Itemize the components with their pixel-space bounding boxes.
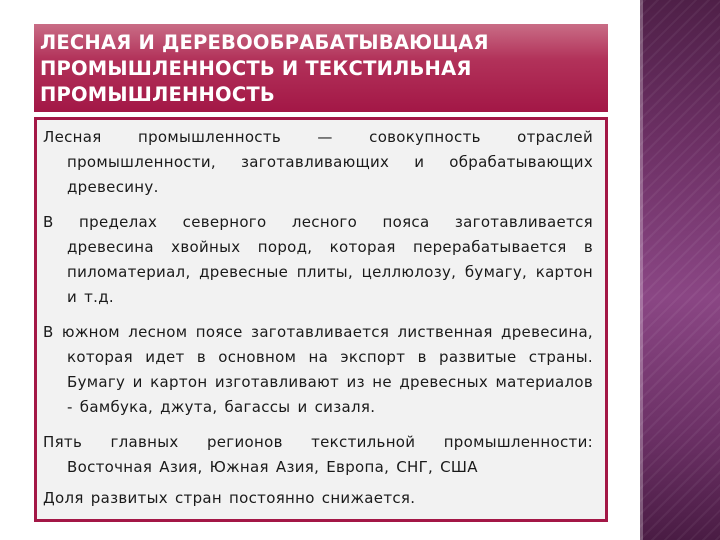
paragraph-forest-industry-definition: Лесная промышленность — совокупность отраслей промышленности, заготавливающих и обрабатывающих древесину. bbox=[43, 128, 593, 196]
paragraph-northern-forest-belt: В пределах северного лесного пояса заготавливается древесина хвойных пород, которая перерабатывается в пиломатериал, древесные плиты, целлюлозу, бумагу, картон и т.д. bbox=[43, 213, 593, 306]
paragraph-southern-forest-belt: В южном лесном поясе заготавливается лиственная древесина, которая идет в основном на экспорт в развитые страны. Бумагу и картон изготавливают из не древесных материалов - бамбука, джута, багассы и сизаля. bbox=[43, 323, 593, 416]
content-box bbox=[34, 117, 608, 522]
paragraph-developed-countries-share: Доля развитых стран постоянно снижается. bbox=[43, 489, 416, 507]
paragraph-textile-regions: Пять главных регионов текстильной промышленности: Восточная Азия, Южная Азия, Европа, СНГ, США bbox=[43, 433, 593, 476]
decorative-side-band bbox=[640, 0, 720, 540]
slide-title: ЛЕСНАЯ И ДЕРЕВООБРАБАТЫВАЮЩАЯ ПРОМЫШЛЕННОСТЬ И ТЕКСТИЛЬНАЯ ПРОМЫШЛЕННОСТЬ bbox=[40, 31, 489, 106]
title-bar bbox=[34, 24, 608, 112]
